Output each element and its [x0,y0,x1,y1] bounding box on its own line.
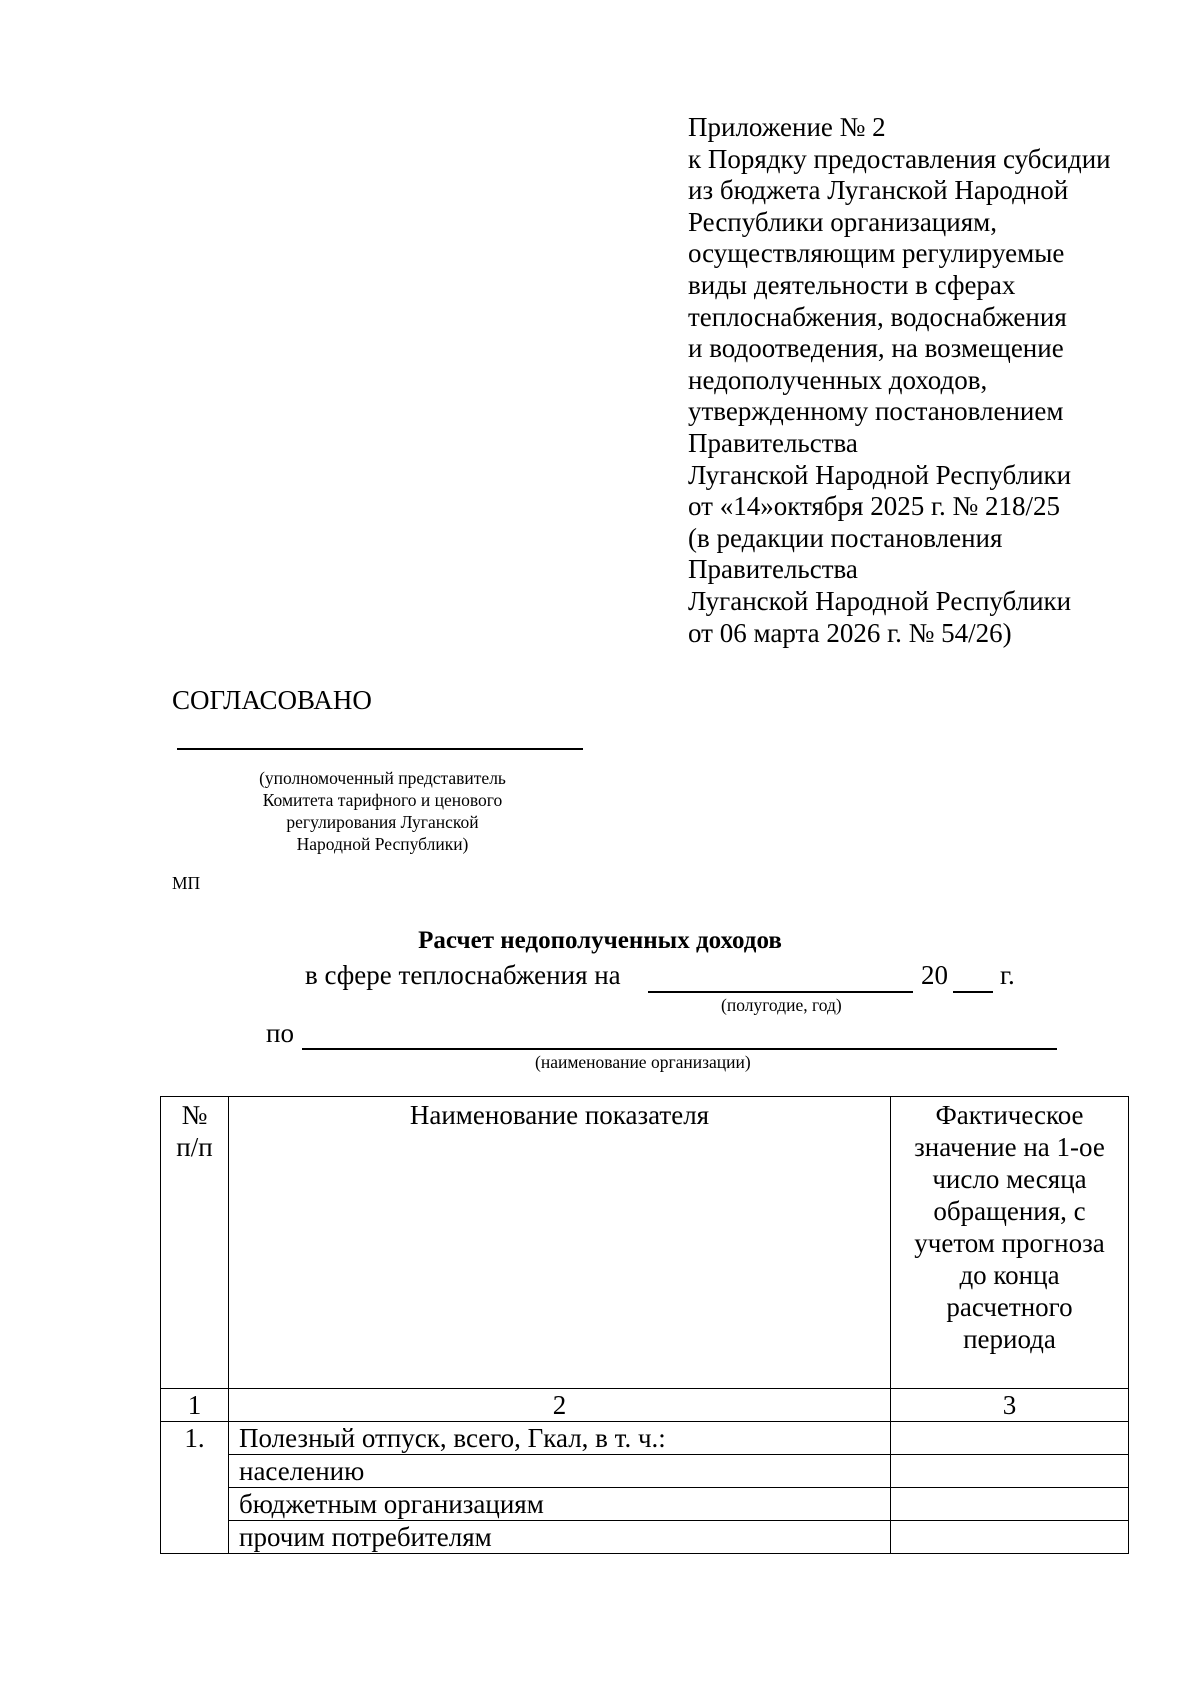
column-number: 1 [161,1389,229,1422]
header-row [161,1097,1129,1389]
appendix-line: виды деятельности в сферах [688,269,1016,300]
caption-line: (уполномоченный представитель [259,768,506,788]
year-suffix: г. [1000,960,1015,990]
period-caption: (полугодие, год) [721,995,842,1015]
row-name: бюджетным организациям [229,1488,891,1521]
column-number-row [161,1389,1129,1422]
row-name: Полезный отпуск, всего, Гкал, в т. ч.: [229,1422,891,1455]
row-number: 1. [161,1422,229,1455]
appendix-line: от «14»октября 2025 г. № 218/25 [688,491,1061,522]
appendix-line: утвержденному постановлением [688,396,1064,427]
appendix-line: к Порядку предоставления субсидии [688,143,1111,174]
appendix-line: недополученных доходов, [688,364,988,395]
row-name: прочим потребителям [229,1521,891,1554]
appendix-line: Правительства [688,554,858,585]
header-indicator-name: Наименование показателя [229,1097,891,1389]
appendix-line: Республики организациям, [688,206,997,237]
period-blank[interactable] [648,991,913,993]
caption-line: Народной Республики) [296,834,469,854]
appendix-line: теплоснабжения, водоснабжения [688,301,1067,332]
appendix-line: Луганской Народной Республики [688,459,1072,490]
row-value-cell[interactable] [891,1455,1129,1488]
appendix-reference [688,112,1168,649]
approval-title: СОГЛАСОВАНО [172,685,372,715]
caption-line: Комитета тарифного и ценового [262,790,503,810]
calculation-table [160,1096,1129,1554]
year-prefix: 20 [921,960,948,990]
organization-blank[interactable] [302,1048,1057,1050]
caption-line: регулирования Луганской [286,812,479,832]
org-prefix: по [266,1018,294,1048]
stamp-placeholder: МП [172,873,201,893]
row-number [161,1455,229,1488]
column-number: 2 [229,1389,891,1422]
appendix-line: от 06 марта 2026 г. № 54/26) [688,617,1012,648]
appendix-line: Луганской Народной Республики [688,585,1072,616]
row-value-cell[interactable] [891,1488,1129,1521]
row-number [161,1521,229,1554]
document-title: Расчет недополученных доходов [418,927,782,954]
organization-caption: (наименование организации) [535,1052,751,1072]
appendix-line: Приложение № 2 [688,112,886,142]
header-actual-value: Фактическое значение на 1-ое число месяца обращения, с учетом прогноза до конца расчетного периода [891,1097,1129,1389]
signature-line[interactable] [177,748,583,750]
table-row [161,1521,1129,1554]
period-prefix: в сфере теплоснабжения на [305,960,621,990]
appendix-line: Правительства [688,427,858,458]
table-row [161,1488,1129,1521]
row-number [161,1488,229,1521]
column-number: 3 [891,1389,1129,1422]
appendix-line: из бюджета Луганской Народной [688,175,1069,206]
appendix-line: (в редакции постановления [688,522,1003,553]
row-value-cell[interactable] [891,1422,1129,1455]
appendix-line: и водоотведения, на возмещение [688,333,1064,364]
row-value-cell[interactable] [891,1521,1129,1554]
table-row [161,1422,1129,1455]
year-blank[interactable] [953,991,993,993]
signature-caption [210,767,555,855]
appendix-line: осуществляющим регулируемые [688,238,1065,269]
row-name: населению [229,1455,891,1488]
header-number: № п/п [161,1097,229,1389]
table-row [161,1455,1129,1488]
